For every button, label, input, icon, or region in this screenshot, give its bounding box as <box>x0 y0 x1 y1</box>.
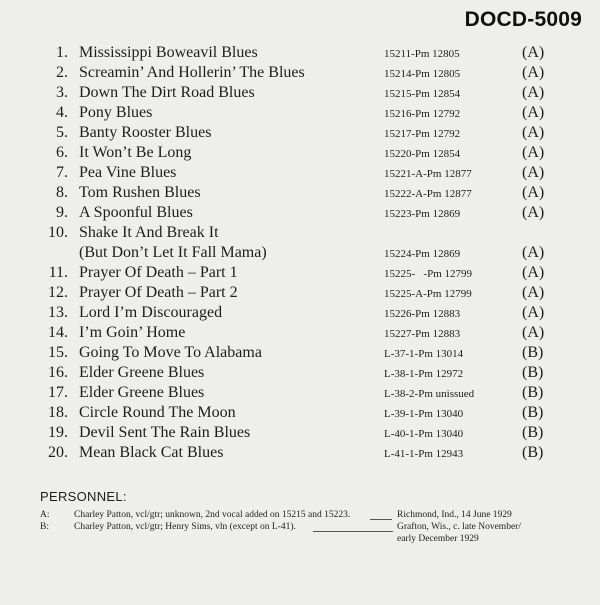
track-number: 9. <box>56 204 68 221</box>
track-session: (A) <box>522 104 545 121</box>
track-title: Mississippi Boweavil Blues <box>79 44 258 61</box>
track-row <box>0 363 600 383</box>
track-title: Tom Rushen Blues <box>79 184 201 201</box>
track-session: (A) <box>522 204 545 221</box>
track-title: Prayer Of Death – Part 2 <box>79 284 238 301</box>
track-number: 14. <box>48 324 68 341</box>
track-matrix: 15227-Pm 12883 <box>384 328 461 340</box>
track-matrix: 15221-A-Pm 12877 <box>384 168 472 180</box>
leader-line <box>313 531 393 532</box>
track-matrix: 15225-A-Pm 12799 <box>384 288 472 300</box>
track-title: It Won’t Be Long <box>79 144 192 161</box>
personnel-a-place-date: Richmond, Ind., 14 June 1929 <box>397 510 512 520</box>
track-session: (A) <box>522 304 545 321</box>
track-session: (A) <box>522 44 545 61</box>
track-session: (A) <box>522 64 545 81</box>
catalog-number: DOCD-5009 <box>464 8 582 31</box>
track-number: 10. <box>48 224 68 241</box>
track-number: 11. <box>48 264 68 281</box>
track-row <box>0 263 600 283</box>
track-session: (B) <box>522 364 544 381</box>
track-number: 20. <box>48 444 68 461</box>
track-title: Mean Black Cat Blues <box>79 444 224 461</box>
personnel-a-row <box>0 510 600 522</box>
track-matrix: L-38-2-Pm unissued <box>384 388 475 400</box>
track-title: Lord I’m Discouraged <box>79 304 223 321</box>
track-row <box>0 343 600 363</box>
track-row <box>0 123 600 143</box>
track-row <box>0 63 600 83</box>
track-number: 12. <box>48 284 68 301</box>
track-row <box>0 243 600 263</box>
track-number: 7. <box>56 164 68 181</box>
track-title: I’m Goin’ Home <box>79 324 186 341</box>
track-matrix: 15217-Pm 12792 <box>384 128 461 140</box>
track-row <box>0 103 600 123</box>
track-title: Screamin’ And Hollerin’ The Blues <box>79 64 305 81</box>
track-session: (A) <box>522 284 545 301</box>
track-number: 6. <box>56 144 68 161</box>
track-number: 1. <box>56 44 68 61</box>
track-title: Shake It And Break It <box>79 224 219 241</box>
track-title: Elder Greene Blues <box>79 384 205 401</box>
track-matrix: L-40-1-Pm 13040 <box>384 428 464 440</box>
track-number: 16. <box>48 364 68 381</box>
track-number: 15. <box>48 344 68 361</box>
track-session: (B) <box>522 344 544 361</box>
track-matrix: 15215-Pm 12854 <box>384 88 461 100</box>
track-matrix: 15222-A-Pm 12877 <box>384 188 472 200</box>
track-number: 5. <box>56 124 68 141</box>
track-number: 8. <box>56 184 68 201</box>
track-number: 3. <box>56 84 68 101</box>
track-number: 13. <box>48 304 68 321</box>
personnel-a-description: Charley Patton, vcl/gtr; unknown, 2nd vocal added on 15215 and 15223. <box>74 510 351 520</box>
track-matrix: L-37-1-Pm 13014 <box>384 348 464 360</box>
personnel-b-place-date-line2: early December 1929 <box>397 534 479 544</box>
track-matrix: 15226-Pm 12883 <box>384 308 461 320</box>
track-title: A Spoonful Blues <box>79 204 193 221</box>
track-number: 19. <box>48 424 68 441</box>
track-title: Circle Round The Moon <box>79 404 236 421</box>
track-session: (A) <box>522 144 545 161</box>
track-session: (B) <box>522 384 544 401</box>
track-title: Down The Dirt Road Blues <box>79 84 255 101</box>
personnel-b-key: B: <box>40 522 49 532</box>
track-session: (A) <box>522 124 545 141</box>
track-session: (A) <box>522 84 545 101</box>
personnel-b-place-date-line1: Grafton, Wis., c. late November/ <box>397 522 521 532</box>
track-session: (A) <box>522 324 545 341</box>
personnel-a-key: A: <box>40 510 50 520</box>
track-session: (A) <box>522 164 545 181</box>
track-title: Elder Greene Blues <box>79 364 205 381</box>
track-number: 2. <box>56 64 68 81</box>
track-matrix: 15224-Pm 12869 <box>384 248 461 260</box>
track-session: (B) <box>522 404 544 421</box>
track-title: Pony Blues <box>79 104 153 121</box>
track-row <box>0 143 600 163</box>
track-title: (But Don’t Let It Fall Mama) <box>79 244 267 261</box>
personnel-b-row-continued <box>0 534 600 546</box>
track-title: Banty Rooster Blues <box>79 124 212 141</box>
track-number: 17. <box>48 384 68 401</box>
track-session: (B) <box>522 424 544 441</box>
track-row <box>0 383 600 403</box>
track-row <box>0 423 600 443</box>
track-number: 4. <box>56 104 68 121</box>
leader-line <box>370 519 392 520</box>
personnel-b-row <box>0 522 600 534</box>
track-session: (B) <box>522 444 544 461</box>
track-title: Pea Vine Blues <box>79 164 177 181</box>
track-matrix: 15211-Pm 12805 <box>384 48 460 60</box>
track-matrix: 15216-Pm 12792 <box>384 108 461 120</box>
track-row <box>0 183 600 203</box>
track-row <box>0 83 600 103</box>
track-matrix: 15220-Pm 12854 <box>384 148 461 160</box>
track-session: (A) <box>522 244 545 261</box>
track-title: Devil Sent The Rain Blues <box>79 424 251 441</box>
track-row <box>0 323 600 343</box>
track-row <box>0 203 600 223</box>
track-row <box>0 303 600 323</box>
track-matrix: 15225- -Pm 12799 <box>384 268 472 280</box>
personnel-heading: PERSONNEL: <box>40 489 127 504</box>
track-row <box>0 223 600 243</box>
track-number: 18. <box>48 404 68 421</box>
track-matrix: L-39-1-Pm 13040 <box>384 408 464 420</box>
track-row <box>0 283 600 303</box>
track-matrix: 15214-Pm 12805 <box>384 68 461 80</box>
track-row <box>0 43 600 63</box>
track-matrix: L-41-1-Pm 12943 <box>384 448 464 460</box>
track-matrix: L-38-1-Pm 12972 <box>384 368 464 380</box>
track-session: (A) <box>522 184 545 201</box>
track-matrix: 15223-Pm 12869 <box>384 208 461 220</box>
track-list <box>0 43 600 463</box>
track-row <box>0 443 600 463</box>
track-row <box>0 163 600 183</box>
track-title: Prayer Of Death – Part 1 <box>79 264 238 281</box>
track-title: Going To Move To Alabama <box>79 344 262 361</box>
personnel-b-description: Charley Patton, vcl/gtr; Henry Sims, vln (except on L-41). <box>74 522 296 532</box>
track-session: (A) <box>522 264 545 281</box>
track-row <box>0 403 600 423</box>
